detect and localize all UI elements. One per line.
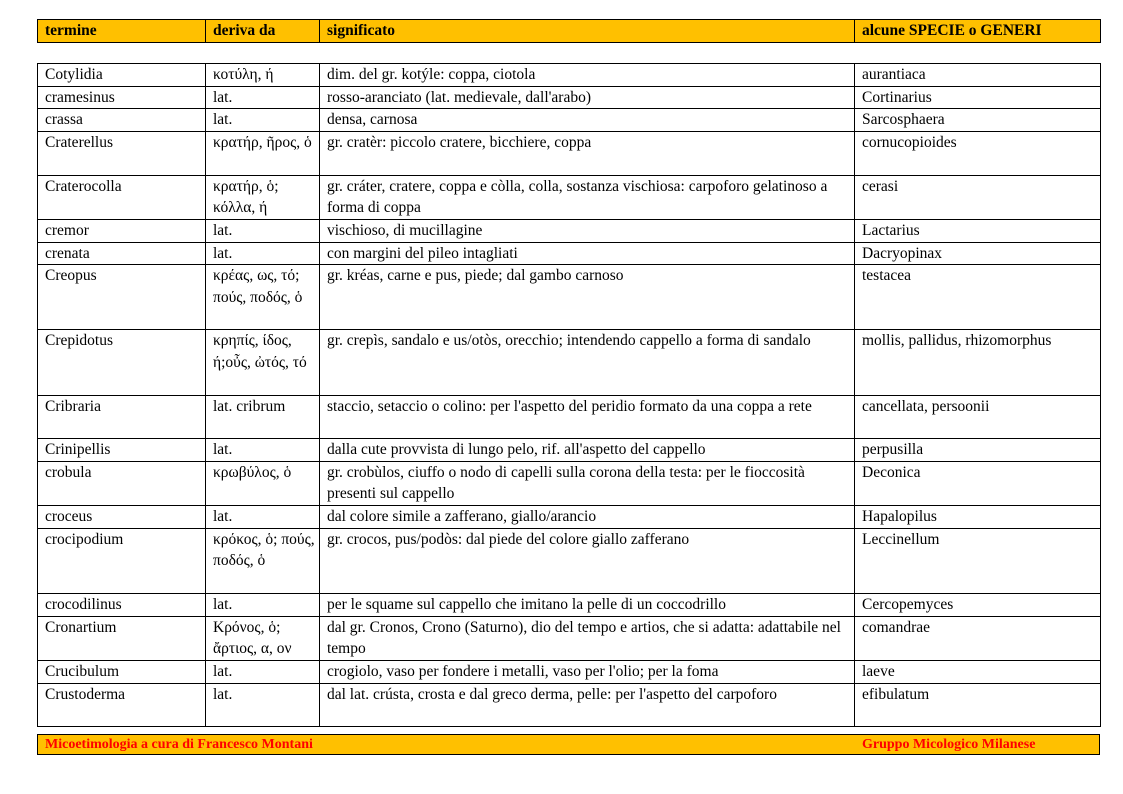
table-row <box>38 593 1101 616</box>
cell-deriva-da: κρωβύλος, ὁ <box>206 461 320 505</box>
cell-termine: Crucibulum <box>38 660 206 683</box>
cell-significato: gr. cratèr: piccolo cratere, bicchiere, coppa <box>320 132 855 175</box>
table-row <box>38 219 1101 242</box>
cell-specie-generi: comandrae <box>855 616 1101 660</box>
etymology-table <box>37 63 1101 727</box>
cell-specie-generi: perpusilla <box>855 438 1101 461</box>
header-termine: termine <box>38 20 206 43</box>
table-row <box>38 86 1101 109</box>
cell-significato: con margini del pileo intagliati <box>320 242 855 265</box>
cell-deriva-da: lat. <box>206 86 320 109</box>
cell-significato: per le squame sul cappello che imitano la pelle di un coccodrillo <box>320 593 855 616</box>
cell-termine: Crinipellis <box>38 438 206 461</box>
header-significato: significato <box>320 20 855 43</box>
cell-specie-generi: cornucopioides <box>855 132 1101 175</box>
table-row <box>38 330 1101 395</box>
cell-deriva-da: κρατήρ, ὁ; κόλλα, ή <box>206 175 320 219</box>
cell-significato: dalla cute provvista di lungo pelo, rif. all'aspetto del cappello <box>320 438 855 461</box>
cell-specie-generi: cancellata, persoonii <box>855 395 1101 438</box>
cell-deriva-da: κρέας, ως, τό; πούς, ποδός, ὁ <box>206 265 320 330</box>
table-row <box>38 660 1101 683</box>
cell-deriva-da: lat. <box>206 438 320 461</box>
etymology-table-body <box>38 64 1101 727</box>
table-row <box>38 528 1101 593</box>
table-row <box>38 64 1101 87</box>
cell-deriva-da: lat. <box>206 593 320 616</box>
table-row <box>38 395 1101 438</box>
cell-specie-generi: Sarcosphaera <box>855 109 1101 132</box>
cell-termine: crenata <box>38 242 206 265</box>
cell-specie-generi: Dacryopinax <box>855 242 1101 265</box>
cell-termine: Creopus <box>38 265 206 330</box>
table-row <box>38 175 1101 219</box>
footer-credit: Micoetimologia a cura di Francesco Montani <box>45 737 313 752</box>
cell-specie-generi: Deconica <box>855 461 1101 505</box>
cell-specie-generi: efibulatum <box>855 683 1101 726</box>
cell-termine: croceus <box>38 506 206 529</box>
cell-termine: crocipodium <box>38 528 206 593</box>
cell-termine: Craterocolla <box>38 175 206 219</box>
cell-termine: Cronartium <box>38 616 206 660</box>
cell-deriva-da: lat. <box>206 660 320 683</box>
cell-significato: gr. kréas, carne e pus, piede; dal gambo carnoso <box>320 265 855 330</box>
header-table <box>37 19 1101 43</box>
cell-deriva-da: κοτύλη, ή <box>206 64 320 87</box>
cell-specie-generi: Leccinellum <box>855 528 1101 593</box>
table-row <box>38 242 1101 265</box>
cell-deriva-da: lat. <box>206 683 320 726</box>
cell-specie-generi: aurantiaca <box>855 64 1101 87</box>
cell-deriva-da: lat. <box>206 506 320 529</box>
cell-significato: crogiolo, vaso per fondere i metalli, vaso per l'olio; per la foma <box>320 660 855 683</box>
cell-deriva-da: Κρόνος, ὁ; ἄρτιος, α, ον <box>206 616 320 660</box>
cell-deriva-da: lat. <box>206 109 320 132</box>
footer-bar <box>37 734 1100 755</box>
cell-significato: dal colore simile a zafferano, giallo/arancio <box>320 506 855 529</box>
cell-significato: gr. crepìs, sandalo e us/otòs, orecchio; intendendo cappello a forma di sandalo <box>320 330 855 395</box>
header-specie-generi: alcune SPECIE o GENERI <box>855 20 1101 43</box>
table-row <box>38 506 1101 529</box>
table-row <box>38 461 1101 505</box>
cell-termine: Cotylidia <box>38 64 206 87</box>
cell-significato: dim. del gr. kotýle: coppa, ciotola <box>320 64 855 87</box>
cell-significato: vischioso, di mucillagine <box>320 219 855 242</box>
cell-deriva-da: κρατήρ, ῆρος, ὁ <box>206 132 320 175</box>
cell-termine: crobula <box>38 461 206 505</box>
table-row <box>38 438 1101 461</box>
cell-significato: rosso-aranciato (lat. medievale, dall'arabo) <box>320 86 855 109</box>
cell-significato: staccio, setaccio o colino: per l'aspetto del peridio formato da una coppa a rete <box>320 395 855 438</box>
cell-deriva-da: lat. cribrum <box>206 395 320 438</box>
cell-termine: crocodilinus <box>38 593 206 616</box>
header-deriva-da: deriva da <box>206 20 320 43</box>
cell-significato: densa, carnosa <box>320 109 855 132</box>
cell-termine: Crustoderma <box>38 683 206 726</box>
cell-termine: Crepidotus <box>38 330 206 395</box>
header-row <box>38 20 1101 43</box>
cell-specie-generi: laeve <box>855 660 1101 683</box>
cell-termine: Cribraria <box>38 395 206 438</box>
cell-deriva-da: κρηπίς, ίδος, ή;οὖς, ὠτός, τό <box>206 330 320 395</box>
cell-specie-generi: Cortinarius <box>855 86 1101 109</box>
table-row <box>38 683 1101 726</box>
cell-termine: Craterellus <box>38 132 206 175</box>
cell-deriva-da: κρόκος, ὁ; πούς, ποδός, ὁ <box>206 528 320 593</box>
cell-specie-generi: Cercopemyces <box>855 593 1101 616</box>
cell-specie-generi: testacea <box>855 265 1101 330</box>
footer-organization: Gruppo Micologico Milanese <box>862 737 1036 752</box>
table-row <box>38 132 1101 175</box>
cell-significato: dal lat. crústa, crosta e dal greco derma, pelle: per l'aspetto del carpoforo <box>320 683 855 726</box>
table-row <box>38 616 1101 660</box>
cell-significato: gr. cráter, cratere, coppa e còlla, colla, sostanza vischiosa: carpoforo gelatinoso a forma di coppa <box>320 175 855 219</box>
table-row <box>38 265 1101 330</box>
cell-specie-generi: mollis, pallidus, rhizomorphus <box>855 330 1101 395</box>
cell-significato: dal gr. Cronos, Crono (Saturno), dio del tempo e artios, che si adatta: adattabile nel tempo <box>320 616 855 660</box>
cell-termine: cremor <box>38 219 206 242</box>
cell-deriva-da: lat. <box>206 242 320 265</box>
cell-specie-generi: Lactarius <box>855 219 1101 242</box>
cell-significato: gr. crocos, pus/podòs: dal piede del colore giallo zafferano <box>320 528 855 593</box>
cell-significato: gr. crobùlos, ciuffo o nodo di capelli sulla corona della testa: per le fioccosità presenti sul cappello <box>320 461 855 505</box>
cell-termine: crassa <box>38 109 206 132</box>
cell-deriva-da: lat. <box>206 219 320 242</box>
cell-termine: cramesinus <box>38 86 206 109</box>
table-row <box>38 109 1101 132</box>
cell-specie-generi: cerasi <box>855 175 1101 219</box>
cell-specie-generi: Hapalopilus <box>855 506 1101 529</box>
